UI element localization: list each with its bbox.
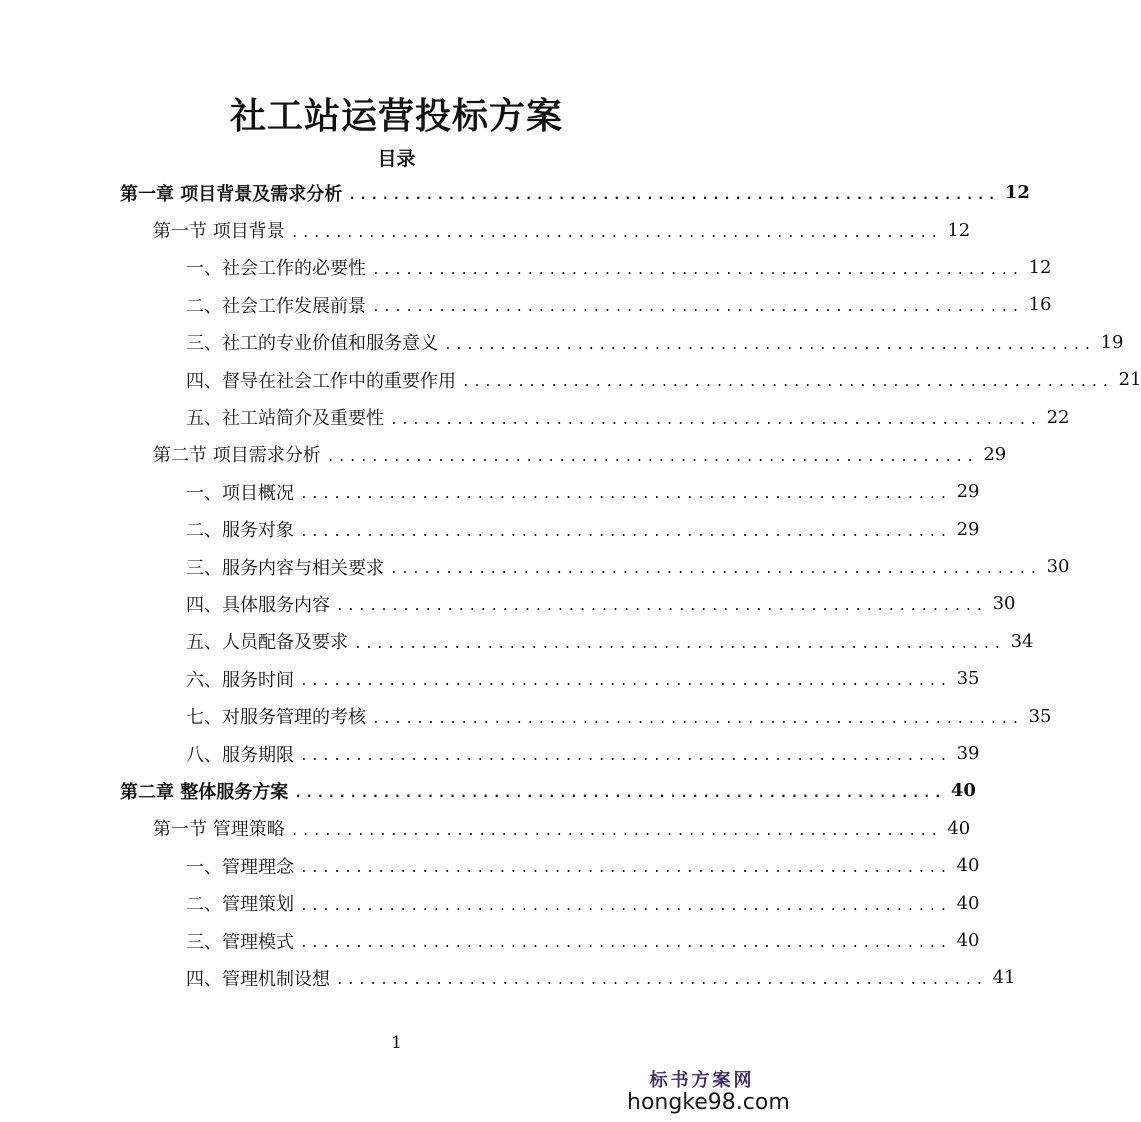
toc-chapter-entry[interactable] [0, 174, 1030, 211]
toc-item-entry[interactable] [0, 398, 1070, 435]
toc-dot-leader: ........................................................... [300, 861, 951, 877]
watermark-name: 标书方案网 [649, 1070, 755, 1091]
toc-dot-leader: ........................................................... [390, 412, 1041, 428]
toc-section-entry[interactable] [0, 211, 971, 248]
toc-entry-page: 30 [1046, 556, 1070, 578]
toc-entry-label: 第一节 管理策略 [153, 819, 285, 841]
toc-entry-page: 22 [1046, 406, 1070, 428]
page-number: 1 [391, 1033, 402, 1053]
toc-entry-label: 四、督导在社会工作中的重要作用 [186, 370, 456, 392]
toc-dot-leader: ........................................................... [300, 524, 951, 540]
toc-dot-leader: ........................................................... [300, 674, 951, 690]
toc-dot-leader: ........................................................... [326, 449, 978, 465]
toc-item-entry[interactable] [0, 884, 980, 921]
toc-entry-label: 四、管理机制设想 [186, 968, 330, 990]
toc-item-entry[interactable] [0, 735, 980, 772]
toc-entry-label: 二、管理策划 [186, 894, 294, 916]
toc-entry-label: 三、社工的专业价值和服务意义 [186, 333, 438, 355]
toc-entry-label: 五、社工站简介及重要性 [186, 408, 384, 430]
toc-section-entry[interactable] [0, 810, 971, 847]
toc-item-entry[interactable] [0, 473, 980, 510]
toc-dot-leader: ........................................................... [372, 300, 1023, 316]
toc-entry-label: 第二章 整体服务方案 [120, 781, 289, 803]
toc-entry-label: 五、人员配备及要求 [186, 632, 348, 654]
toc-heading: 目录 [377, 148, 416, 170]
toc-item-entry[interactable] [0, 697, 1052, 734]
toc-entry-page: 19 [1100, 331, 1124, 353]
toc-entry-page: 41 [992, 967, 1016, 989]
toc-item-entry[interactable] [0, 585, 1016, 622]
toc-dot-leader: ........................................................... [300, 936, 951, 951]
watermark-url: hongke98.com [627, 1090, 790, 1115]
toc-item-entry[interactable] [0, 959, 1016, 996]
toc-entry-label: 一、项目概况 [186, 482, 294, 504]
toc-dot-leader: ........................................................... [336, 973, 987, 989]
toc-item-entry[interactable] [0, 511, 980, 548]
toc-entry-label: 六、服务时间 [186, 669, 294, 691]
toc-entry-page: 21 [1118, 369, 1141, 391]
toc-item-entry[interactable] [0, 361, 1141, 398]
toc-entry-page: 39 [956, 743, 980, 765]
toc-item-entry[interactable] [0, 548, 1070, 585]
toc-dot-leader: ........................................................... [372, 711, 1023, 727]
toc-entry-page: 29 [956, 481, 980, 503]
document-title: 社工站运营投标方案 [229, 95, 563, 137]
toc-dot-leader: ........................................................... [300, 487, 951, 503]
toc-item-entry[interactable] [0, 249, 1052, 286]
toc-item-entry[interactable] [0, 847, 980, 884]
toc-entry-label: 八、服务期限 [186, 744, 294, 766]
toc-entry-label: 第一节 项目背景 [153, 221, 285, 243]
toc-entry-label: 四、具体服务内容 [186, 594, 330, 616]
toc-entry-page: 40 [956, 930, 980, 951]
toc-entry-page: 40 [947, 817, 971, 839]
toc-entry-page: 12 [947, 219, 971, 241]
toc-entry-page: 12 [1028, 256, 1052, 278]
toc-entry-page: 30 [992, 593, 1016, 615]
toc-item-entry[interactable] [0, 324, 1124, 361]
toc-dot-leader: ........................................................... [294, 786, 945, 802]
toc-section-entry[interactable] [0, 436, 1007, 473]
table-of-contents [0, 174, 1141, 997]
toc-entry-label: 三、管理模式 [186, 931, 294, 953]
toc-item-entry[interactable] [0, 922, 980, 959]
toc-dot-leader: ........................................................... [372, 262, 1023, 278]
toc-dot-leader: ........................................................... [354, 636, 1005, 652]
toc-dot-leader: ........................................................... [300, 898, 951, 914]
toc-dot-leader: ........................................................... [390, 562, 1041, 578]
toc-entry-page: 12 [1004, 182, 1030, 204]
toc-entry-page: 34 [1010, 630, 1034, 652]
watermark-logo [627, 1066, 790, 1115]
toc-dot-leader: ........................................................... [444, 337, 1095, 353]
toc-entry-label: 第二节 项目需求分析 [153, 445, 321, 467]
toc-dot-leader: ........................................................... [336, 599, 987, 615]
toc-item-entry[interactable] [0, 286, 1052, 323]
toc-entry-page: 40 [956, 892, 980, 914]
toc-entry-page: 29 [956, 518, 980, 540]
toc-entry-page: 40 [950, 780, 976, 802]
toc-dot-leader: ........................................................... [348, 188, 999, 204]
toc-entry-page: 29 [983, 443, 1007, 465]
toc-item-entry[interactable] [0, 660, 980, 697]
toc-entry-label: 二、社会工作发展前景 [186, 295, 366, 317]
toc-entry-label: 七、对服务管理的考核 [186, 707, 366, 729]
toc-entry-label: 一、管理理念 [186, 856, 294, 878]
toc-entry-label: 第一章 项目背景及需求分析 [120, 183, 343, 205]
toc-entry-label: 一、社会工作的必要性 [186, 258, 366, 280]
toc-entry-page: 40 [956, 855, 980, 877]
toc-entry-page: 16 [1028, 294, 1052, 316]
toc-entry-page: 35 [1028, 705, 1052, 727]
toc-entry-page: 35 [956, 668, 980, 690]
toc-entry-label: 二、服务对象 [186, 520, 294, 542]
toc-entry-label: 三、服务内容与相关要求 [186, 557, 384, 579]
toc-dot-leader: ........................................................... [290, 823, 942, 839]
toc-dot-leader: ........................................................... [290, 225, 942, 241]
toc-item-entry[interactable] [0, 623, 1034, 660]
toc-dot-leader: ........................................................... [300, 749, 951, 765]
toc-chapter-entry[interactable] [0, 772, 976, 809]
toc-dot-leader: ........................................................... [462, 375, 1113, 391]
